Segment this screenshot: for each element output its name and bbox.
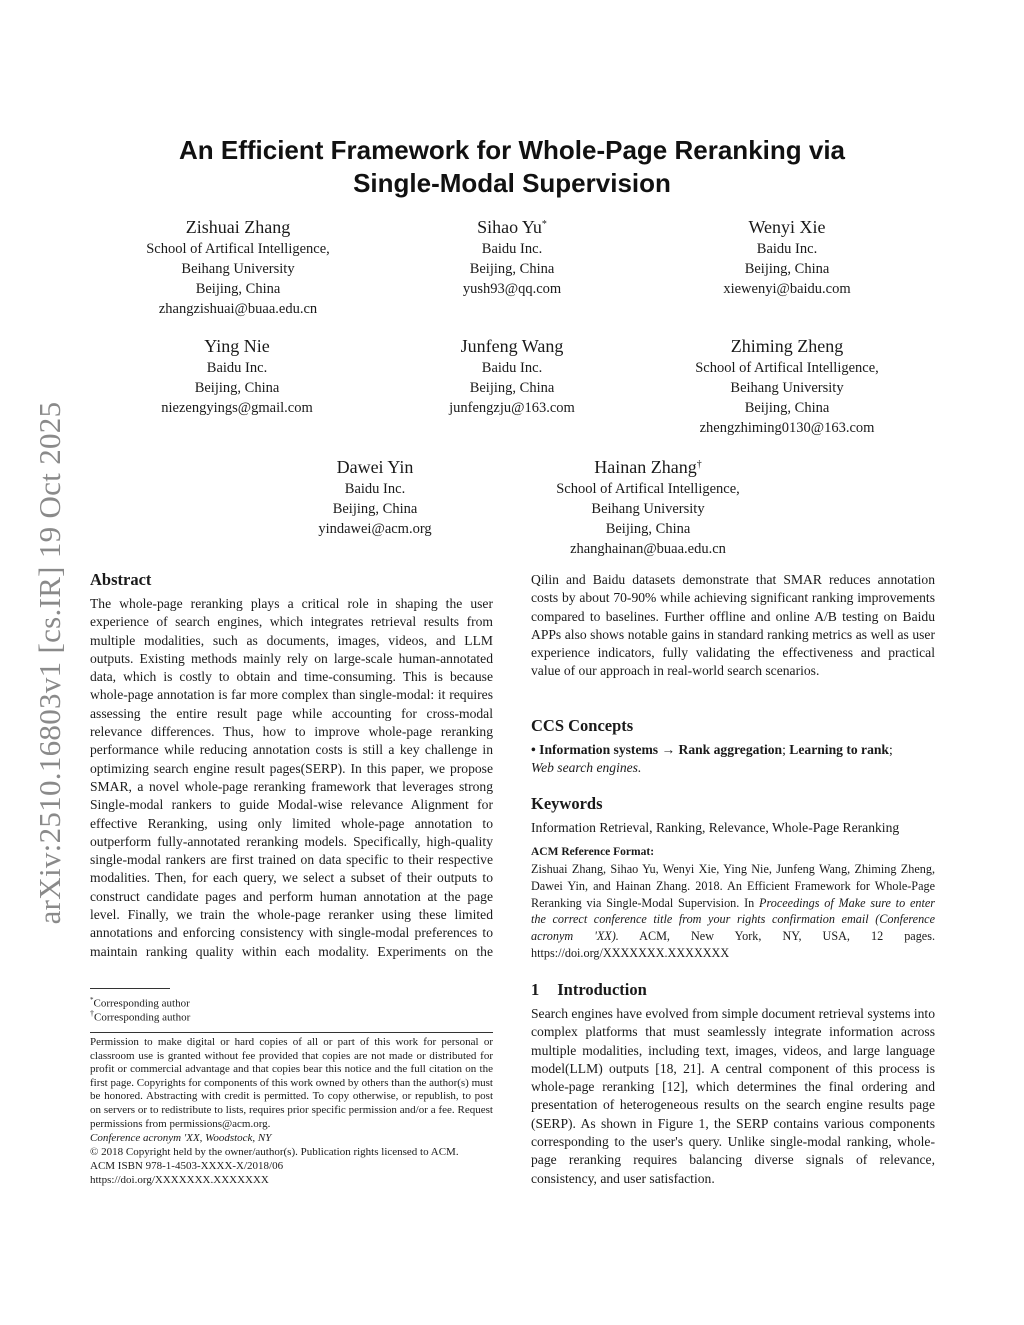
author (362, 215, 662, 299)
author-mark: * (541, 219, 547, 231)
author-affiliation: School of Artifical Intelligence, (556, 481, 740, 497)
author-email[interactable]: zhangzishuai@buaa.edu.cn (158, 301, 318, 317)
author-name: Zhiming Zheng (730, 336, 844, 356)
conference-info: Conference acronym 'XX, Woodstock, NY (90, 1132, 272, 1144)
author-affiliation: Beijing, China (744, 400, 830, 416)
author-name: Wenyi Xie (748, 217, 826, 237)
author-affiliation: Baidu Inc. (756, 241, 818, 257)
abstract-heading: Abstract (90, 570, 152, 589)
author-affiliation: Baidu Inc. (481, 360, 543, 376)
ccs-heading: CCS Concepts (531, 716, 634, 735)
author-name: Ying Nie (204, 336, 270, 356)
author-affiliation: Beihang University (591, 501, 705, 517)
author (225, 455, 525, 539)
keywords-heading: Keywords (531, 794, 603, 813)
author-affiliation: Beijing, China (605, 521, 691, 537)
author-name: Junfeng Wang (460, 336, 564, 356)
author-email[interactable]: yindawei@acm.org (318, 521, 432, 537)
author-affiliation: Beihang University (181, 261, 295, 277)
abstract-text: The whole-page reranking plays a critical role in shaping the user experience of search engines, which integrates retrieval results from multiple modalities, such as documents, images, videos, and LLM outputs. Existing methods mainly rely on large-scale human-annotated data, which is costly to obtain and time-consuming. This is because whole-page annotation is far more complex than single-modal: it requires assessing the entire result page while accounting for cross-modal relevance differences. Thus, how to improve whole-page reranking performance while reducing annotation costs is still a key challenge in optimizing search engine result pages(SERP). In this paper, we propose SMAR, a novel whole-page reranking framework that leverages strong Single-modal rankers to guide Modal-wise relevance Alignment for effective Reranking, using only limited whole-page annotation to outperform fully-annotated reranking models. Specifically, high-quality single-modal rankers are first trained on data specific to their respective modalities. Then, for each query, we select a subset of their outputs to construct candidate pages and perform human annotation at the page level. Finally, we train the whole-page reranker using these limited annotations and enforcing consistency with single-modal preferences to maintain ranking quality within each modality. Experiments on the (90, 596, 493, 959)
acm-ref-heading: ACM Reference Format: (531, 846, 655, 858)
author (637, 215, 937, 299)
author (498, 455, 798, 559)
author-affiliation: Beijing, China (469, 380, 555, 396)
copyright: © 2018 Copyright held by the owner/author(s). Publication rights licensed to ACM. (90, 1146, 459, 1158)
ccs-concepts: • Information systems → Rank aggregation; Learning to rank; Web search engines. (531, 742, 893, 776)
author-email[interactable]: zhengzhiming0130@163.com (699, 420, 875, 436)
author-affiliation: Beijing, China (332, 501, 418, 517)
author-email[interactable]: niezengyings@gmail.com (161, 400, 313, 416)
author-email[interactable]: xiewenyi@baidu.com (723, 281, 851, 297)
author-mark: † (696, 459, 702, 471)
intro-text: Search engines have evolved from simple document retrieval systems into complex platforms that must seamlessly integrate information across multiple modalities, including text, images, videos, and large language model(LLM) outputs [18, 21]. A central component of this process is whole-page reranking [12], which determines the final ordering and presentation of heterogeneous results on the search engine results page (SERP). As shown in Figure 1, the SERP contains various components corresponding to the user's query. Unlike single-modal ranking, whole-page reranking requires balancing diverse signals of relevance, consistency, and user satisfaction. (531, 1006, 935, 1186)
abstract-continuation: Qilin and Baidu datasets demonstrate that SMAR reduces annotation costs by about 70-90% while achieving significant ranking improvements compared to baselines. Further offline and online A/B testing on Baidu APPs also shows notable gains in standard ranking metrics as well as user experience indicators, fully validating the effectiveness and practical value of our approach in real-world search scenarios. (531, 572, 935, 679)
author-affiliation: Baidu Inc. (481, 241, 543, 257)
footnote: *Corresponding author (90, 996, 190, 1010)
author-affiliation: Baidu Inc. (206, 360, 268, 376)
footnote: †Corresponding author (90, 1009, 191, 1024)
author-email[interactable]: yush93@qq.com (462, 281, 562, 297)
author-email[interactable]: zhanghainan@buaa.edu.cn (570, 541, 726, 557)
isbn: ACM ISBN 978-1-4503-XXXX-X/2018/06 (90, 1160, 284, 1172)
keywords: Information Retrieval, Ranking, Relevance, Whole-Page Reranking (531, 820, 900, 835)
author-affiliation: Beijing, China (194, 380, 280, 396)
author-affiliation: School of Artifical Intelligence, (695, 360, 879, 376)
author-affiliation: School of Artifical Intelligence, (146, 241, 330, 257)
author (88, 215, 388, 319)
permission-rule (90, 1032, 493, 1033)
paper-title (100, 134, 924, 200)
author-email[interactable]: junfengzju@163.com (449, 400, 575, 416)
author (637, 334, 937, 438)
author-affiliation: Beijing, China (469, 261, 555, 277)
author-name: Hainan Zhang (594, 457, 697, 477)
arxiv-identifier: arXiv:2510.16803v1 [cs.IR] 19 Oct 2025 (32, 401, 67, 925)
acm-reference: Zishuai Zhang, Sihao Yu, Wenyi Xie, Ying Nie, Junfeng Wang, Zhiming Zheng, Dawei Yin, and Hainan Zhang. 2018. An Efficient Framework for Whole-Page Reranking via Single-Modal Supervision. In Proceedings of Make sure to enter the correct conference title from your rights confirmation email (Conference acronym 'XX). ACM, New York, NY, USA, 12 pages. https://doi.org/XXXXXXX.XXXXXXX (531, 862, 935, 960)
title-line: Single-Modal Supervision (353, 168, 671, 198)
doi-link[interactable]: https://doi.org/XXXXXXX.XXXXXXX (90, 1174, 269, 1186)
author-name: Sihao Yu (477, 217, 542, 237)
author-affiliation: Baidu Inc. (344, 481, 406, 497)
author-affiliation: Beijing, China (744, 261, 830, 277)
author (87, 334, 387, 418)
permission-notice: Permission to make digital or hard copies of all or part of this work for personal or classroom use is granted without fee provided that copies are not made or distributed for profit or commercial advantage and that copies bear this notice and the full citation on the first page. Copyrights for components of this work owned by others than the author(s) must be honored. Abstracting with credit is permitted. To copy otherwise, or republish, to post on servers or to redistribute to lists, requires prior specific permission and/or a fee. Request permissions from permissions@acm.org. (90, 1036, 493, 1130)
author-name: Dawei Yin (336, 457, 414, 477)
footnote-rule (90, 988, 170, 989)
author-affiliation: Beihang University (730, 380, 844, 396)
author-affiliation: Beijing, China (195, 281, 281, 297)
author (362, 334, 662, 418)
title-line: An Efficient Framework for Whole-Page Reranking via (178, 135, 846, 165)
author-name: Zishuai Zhang (185, 217, 291, 237)
intro-heading: 1 Introduction (531, 980, 647, 999)
